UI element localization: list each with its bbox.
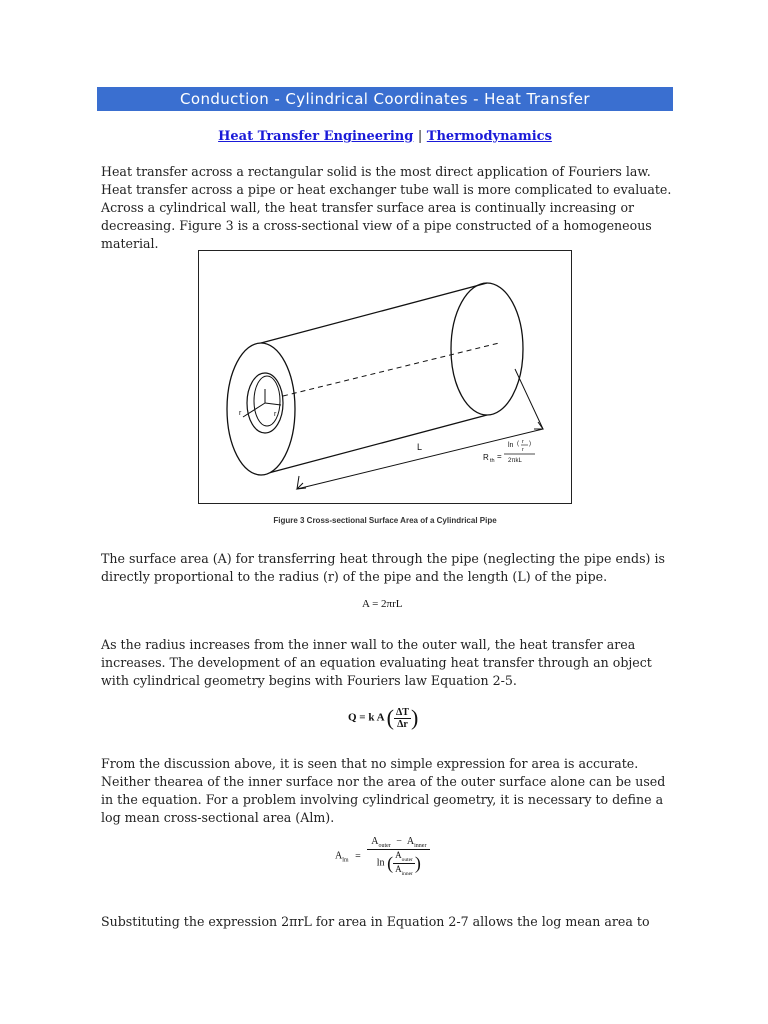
svg-text:r: r [522,439,524,445]
log-mean-area-equation: $A_{lm}$ = $A_{outer} - A_{inner}$ ln ( $\frac{A_{outer}}{A_{inner}}$ ) [335,836,430,877]
page-title: Conduction - Cylindrical Coordinates - Heat Transfer [97,87,673,111]
area-equation: A = 2πrL [362,598,403,610]
svg-text:=: = [497,452,502,461]
breadcrumb-links [97,129,673,144]
length-label: L [417,442,423,452]
thermodynamics-link[interactable]: Thermodynamics [426,129,552,144]
svg-text:r: r [522,447,524,453]
link-separator: | [417,129,423,144]
paragraph-substituting: Substituting the expression 2πrL for area in Equation 2-7 allows the log mean area to [101,914,650,929]
paragraph-radius: As the radius increases from the inner wall to the outer wall, the heat transfer area increases. The development of an equation evaluating heat transfer through an object with cylindrical geometry begins with Fouriers law Equation 2-5. [101,637,652,688]
pipe-diagram [199,251,570,502]
paragraph-surface-area: The surface area (A) for transferring heat through the pipe (neglecting the pipe ends) is directly proportional to the radius (r) of the pipe and the length (L) of the pipe. [101,551,665,584]
svg-text:ln: ln [508,442,514,449]
svg-text:R: R [483,453,489,462]
heat-transfer-engineering-link[interactable]: Heat Transfer Engineering [218,129,414,144]
fourier-equation: Q = k A ( $\frac{\Delta T}{\Delta r}$ ) [348,705,419,730]
rth-formula [483,439,535,464]
svg-text:2πkL: 2πkL [508,458,522,464]
paragraph-discussion: From the discussion above, it is seen that no simple expression for area is accurate. Neither thearea of the inner surface nor the area of the outer surface alone can be used in the equation. For a problem involving cylindrical geometry, it is necessary to define a log mean cross-sectional area (Alm). [101,756,666,825]
svg-text:(: ( [517,441,519,447]
fourier-lhs: Q = k A [348,711,384,724]
inner-radius-label: r [274,411,277,418]
svg-text:th: th [490,458,495,464]
svg-text:): ) [529,441,531,447]
outer-radius-label: r [239,410,242,417]
fourier-numerator: ΔT [396,706,409,718]
figure-3-box [198,250,572,504]
fourier-denominator: Δr [397,718,408,730]
figure-caption: Figure 3 Cross-sectional Surface Area of a Cylindrical Pipe [273,516,497,525]
paragraph-intro: Heat transfer across a rectangular solid is the most direct application of Fouriers law. Heat transfer across a pipe or heat exchanger tube wall is more complicated to evaluate. Across a cylindrical wall, the heat transfer surface area is continually increasing or decreasing. Figure 3 is a cross-sectional view of a pipe constructed of a homogeneous material. [101,164,672,251]
